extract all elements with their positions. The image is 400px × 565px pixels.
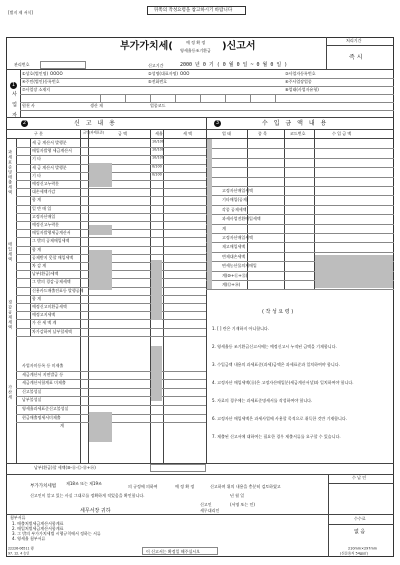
fee-label: 수수료 [354, 516, 366, 521]
penalty-row-label: 신고불성실 [22, 388, 42, 394]
s1-tax-field[interactable] [164, 148, 205, 154]
s1-row-label: 일 반 매 입 [32, 205, 52, 211]
footer-form-code: 22226-06511 행 [8, 546, 34, 551]
s1-tax-field[interactable] [164, 279, 205, 285]
s1-tax-field[interactable] [164, 156, 205, 162]
processing-period-value: 즉 시 [349, 54, 363, 61]
s2-income-field[interactable] [315, 225, 393, 232]
attachment-4: 4. 영세율 첨부서류 [12, 536, 46, 541]
s1-row-label: 합 계 [32, 295, 41, 301]
penalty-tax-field[interactable] [164, 389, 205, 396]
bo-field-label: ⑧업태(사업자유형) [285, 87, 319, 92]
bo-field-label: ④주민(법인)등록번호 [22, 79, 60, 84]
s2-row-label: 과세사업전환매입세액 [222, 216, 261, 222]
instruction-item: 5. 자료의 경우에는 과세표준명세서를 작성하여야 합니다. [212, 398, 313, 403]
cell-divider [200, 94, 201, 102]
bo-field-label: ⑥주사업장업종 [285, 79, 312, 84]
s1-amount-field[interactable] [113, 263, 149, 269]
s1-amount-field[interactable] [113, 206, 149, 212]
s2-row-label: 계 [222, 225, 226, 231]
penalty-row-label: 영세율과세표준신고불성실 [22, 406, 69, 411]
cell-divider [150, 94, 151, 102]
s1-amount-field[interactable] [113, 230, 149, 236]
s1-tax-field[interactable] [164, 271, 205, 277]
section-number-3: 3 [215, 120, 220, 126]
s1-amount-field[interactable] [113, 296, 149, 302]
s2-income-field[interactable] [315, 168, 393, 175]
s1-tax-field[interactable] [164, 296, 205, 302]
s1-tax-field[interactable] [164, 181, 205, 187]
s1-tax-field[interactable] [164, 329, 205, 335]
section-number-2: 2 [22, 120, 27, 126]
s1-row-label: 예정신고누락분 [32, 222, 60, 227]
s1-row-label: 합 계 [32, 246, 41, 252]
s2-row-label: 각종 공제세액 [222, 206, 247, 212]
s1-row-label: 가 산 세 액 계 [32, 320, 57, 326]
s2-row-label: 고정자산매입세액 [222, 235, 253, 240]
row-line [16, 336, 206, 337]
s1-tax-field[interactable] [164, 165, 205, 171]
shaded-cell [89, 225, 112, 235]
s1-amount-field[interactable] [113, 255, 149, 261]
section-number-1: 1 [11, 82, 16, 88]
s2-col-income: 수 입 금 액 [332, 131, 352, 136]
s1-row-label: 기 타 [32, 156, 41, 162]
s1-amount-field[interactable] [113, 271, 149, 277]
grand-total-label: 납부(환급)할 세액(⑩-⑪-⑫-⑬+⑭) [34, 465, 96, 470]
s1-tax-field[interactable] [164, 173, 205, 179]
s2-income-field[interactable] [315, 178, 393, 185]
s1-row-label: 신용카드매출전표등 발행공제 [32, 287, 84, 293]
bo-small-field: 업종코드 [150, 103, 166, 108]
s1-amount-field[interactable] [113, 148, 149, 154]
s2-row-label: 변제대손세액 [222, 253, 246, 259]
penalty-total-label: 계 [60, 423, 64, 429]
s1-row-label: 그 밖의 공제매입세액 [32, 238, 70, 244]
side-label-sales: 과세표준및매출세액 [8, 150, 13, 195]
shaded-cell [89, 412, 112, 442]
s2-income-field[interactable] [315, 206, 393, 213]
declaration-confirm: 신고인이 알고 있는 사실 그대로를 정확하게 적었음을 확인합니다. [30, 493, 145, 498]
section2-title: 수 입 금 액 내 용 [262, 120, 329, 127]
attachment-3: 3. 그 밖의 부가가치세법 시행규칙에서 정하는 서류 [12, 531, 101, 536]
form-title-option-2: 영세율등조기환급 [180, 48, 211, 53]
declaration-type: 예 정 확 정 [175, 484, 195, 489]
s1-amount-field[interactable] [113, 247, 149, 253]
declaration-article: 제18조 또는 제19조 [66, 481, 102, 486]
s2-row-label: 계(⑩+⑪+⑫) [222, 272, 248, 278]
s2-income-field[interactable] [315, 215, 393, 222]
declaration-statement: 신고하며 위의 내용을 충분히 검토하였고 [210, 484, 281, 489]
s1-tax-field[interactable] [164, 189, 205, 195]
penalty-row-label: 현금매출명세서미제출 [22, 414, 61, 420]
section1-title: 신 고 내 용 [74, 120, 117, 127]
s1-row-label: 기 타 [32, 172, 41, 178]
footer-paper-size: 210mm×297mm [348, 546, 378, 551]
s1-tax-field[interactable] [164, 320, 205, 326]
s1-row-label: 매입자발행세금계산서 [32, 230, 71, 236]
s1-amount-field[interactable] [113, 312, 149, 318]
s2-col-business-type: 업 태 [222, 131, 231, 136]
s2-col-item: 종 목 [258, 131, 267, 136]
s1-row-label: 차가감하여 납부할세액 [32, 328, 72, 334]
form-title-right: )신고서 [222, 41, 256, 52]
s1-tax-field[interactable] [164, 222, 205, 228]
s1-rate-value: 10/100 [152, 155, 164, 160]
s2-income-field[interactable] [315, 187, 393, 194]
s1-tax-field[interactable] [164, 312, 205, 318]
s1-amount-field[interactable] [113, 197, 149, 203]
s1-tax-field[interactable] [164, 230, 205, 236]
row-line [20, 110, 394, 111]
footer-note-box [142, 547, 218, 555]
bo-field-label: ①상호(법인명) [22, 71, 49, 76]
s1-rate-value: 0/100 [152, 171, 162, 177]
s1-amount-field[interactable] [113, 222, 149, 228]
declaration-provision: 의 규정에 의하여 [128, 484, 158, 489]
processing-period-label: 처리기간 [346, 38, 362, 43]
row-line [20, 94, 394, 95]
s1-tax-field[interactable] [164, 197, 205, 203]
s2-income-field[interactable] [315, 196, 393, 203]
bo-field-label: ⑤전화번호 [148, 79, 168, 84]
s2-row-label: 재고매입세액 [222, 244, 246, 250]
business-operator-label: 사 업 자 [11, 91, 17, 120]
s1-col-rate: 세율 [155, 131, 163, 136]
s1-amount-field[interactable] [113, 189, 149, 195]
instruction-item: 2. 영세율등 조기환급신고서에는 예정신고시 누적된 금액을 기재합니다. [212, 344, 337, 349]
form-number: [별지 제 서식] [8, 10, 33, 15]
s2-row-label: 계(⑬+⑭) [222, 282, 241, 287]
s1-rate-value: 10/100 [152, 139, 164, 144]
row-line [20, 102, 394, 103]
s2-row-label: 고정자산매입세액 [222, 188, 253, 193]
s1-tax-field[interactable] [164, 140, 205, 146]
notice-box [147, 6, 246, 15]
s2-row-label: 면세농산물의제매입 [222, 263, 257, 269]
penalty-row-label: 사업자미등록 등 미제출 [22, 363, 64, 368]
s2-income-field[interactable] [315, 140, 393, 147]
s1-tax-field[interactable] [164, 288, 205, 294]
s1-row-label: 그 밖의 경감·공제세액 [32, 279, 71, 285]
s1-amount-field[interactable] [113, 238, 149, 244]
mgmt-no-field[interactable] [40, 61, 86, 69]
s1-amount-field[interactable] [113, 279, 149, 285]
s1-row-label: 매입자발행 세금계산서 [32, 148, 72, 154]
s1-amount-field[interactable] [113, 165, 149, 171]
bo-field-label: ⑦사업장 소재지 [22, 87, 51, 92]
row-line [20, 86, 394, 87]
s1-amount-field[interactable] [113, 320, 149, 326]
row-line [206, 289, 394, 290]
s1-amount-field[interactable] [113, 173, 149, 179]
s1-tax-field[interactable] [164, 238, 205, 244]
penalty-row-label: 세금계산서합계표 미제출 [22, 380, 66, 386]
shaded-cell [207, 139, 212, 289]
s1-row-label: 세 금 계산서 발행분 [32, 164, 67, 170]
s2-col-code: 코드번호 [290, 131, 306, 136]
declarant-sign: (서명 또는 인) [230, 502, 255, 507]
instruction-item: 7. 제출된 신고서에 대하여는 필요한 경우 제출서류를 요구할 수 있습니다. [212, 434, 341, 439]
attachments-title: 첨부서류 [10, 515, 26, 520]
grand-total-field[interactable] [150, 464, 206, 472]
footer-note: 이 신고서는 확정일 해주십시오 [146, 549, 201, 554]
s1-row-label: 세 금 계산서 발행분 [32, 140, 67, 145]
s1-col-amount: 금 액 [118, 131, 127, 136]
s2-income-field[interactable] [315, 159, 393, 166]
s1-row-label: 공제받지 못할 매입세액 [32, 254, 74, 260]
form-title-option-1: 예 정 확 정 [186, 40, 206, 45]
s1-col-base: 금액(과세표준) [83, 130, 105, 135]
instruction-item: 6. 고정자산 매입세액은 과세사업에 사용할 목적으로 취득한 것만 기재합니다. [212, 416, 348, 421]
bo-small-field: 원천 사 [22, 103, 35, 108]
cell-divider [225, 94, 226, 102]
side-label-purchase: 매입세액 [8, 242, 13, 262]
shaded-cell [151, 260, 162, 320]
reporting-period-label: 신고기간 [148, 63, 164, 68]
s1-row-label: 예정신고미환급세액 [32, 304, 67, 309]
s1-col-category: 구 분 [34, 131, 43, 136]
s1-tax-field[interactable] [164, 304, 205, 310]
tax-agent-label: 세무대리인 [200, 508, 220, 513]
s1-amount-field[interactable] [113, 140, 149, 146]
footer-approval: 97. 12. 4 승인 [8, 551, 30, 556]
s1-row-label: 대손세액가감 [32, 189, 56, 195]
bo-field-label: ③사업자등록번호 [285, 71, 316, 76]
side-label-penalty: 가산세 [8, 385, 13, 400]
s1-tax-field[interactable] [164, 263, 205, 269]
s1-col-tax: 세 액 [183, 131, 192, 136]
s2-income-field[interactable] [315, 243, 393, 250]
bo-field-value[interactable]: OOOO [50, 71, 63, 76]
s1-amount-field[interactable] [113, 181, 149, 187]
s1-tax-field[interactable] [164, 214, 205, 220]
instructions-title: ( 작 성 요 령 ) [262, 309, 294, 315]
declarant-label: 신고인 [200, 502, 212, 507]
penalty-tax-field[interactable] [164, 380, 205, 387]
shaded-cell [89, 250, 112, 290]
s1-amount-field[interactable] [113, 214, 149, 220]
s1-row-label: 차 감 계 [32, 263, 47, 268]
s1-row-label: 합 계 [32, 197, 41, 203]
side-label-deduction: 경감공제세액 [8, 300, 13, 330]
s1-amount-field[interactable] [113, 304, 149, 310]
s1-row-label: 예정신고누락분 [32, 181, 60, 186]
s2-row-label: 기타매입(공제) [222, 197, 249, 203]
declaration-act: 부가가치세법 [30, 484, 57, 489]
declaration-date: 년 월 일 [230, 493, 245, 498]
s1-tax-field[interactable] [164, 206, 205, 212]
footer-paper-type: (신문용지 54g/㎡) [340, 551, 368, 556]
penalty-tax-field[interactable] [164, 406, 205, 413]
s1-tax-field[interactable] [164, 255, 205, 261]
addressee: 세무서장 귀하 [80, 508, 111, 514]
bo-field-value[interactable]: OOO [180, 71, 190, 76]
cell-divider [250, 94, 251, 102]
penalty-row-label: 납부불성실 [22, 397, 42, 403]
row-line [20, 78, 394, 79]
penalty-row-label: 세금계산서 지연발급 등 [22, 371, 64, 377]
s1-row-label: 예정고지세액 [32, 312, 56, 318]
cell-divider [275, 94, 276, 102]
receipt-label: 수 납 인 [352, 475, 367, 480]
s1-amount-field[interactable] [113, 329, 149, 335]
shaded-cell [151, 346, 162, 401]
s2-income-field[interactable] [315, 149, 393, 156]
attachment-2: 2. 매입처별세금계산서합계표 [12, 526, 64, 531]
penalty-tax-field[interactable] [164, 363, 205, 370]
s1-row-label: 고정자산매입 [32, 213, 56, 219]
bo-field-label: ②성명(대표자명) [148, 71, 178, 76]
mgmt-no-label: 관리번호 [14, 62, 30, 67]
bo-small-field: 생산 재 [90, 103, 103, 108]
instruction-item: 1. [ ] 란은 기재하지 아니합니다. [212, 326, 270, 331]
attachment-1: 1. 매출처별세금계산서합계표 [12, 521, 64, 526]
instruction-item: 3. 수입금액 내용의 과세표준(과세)금액은 과세표준과 일치하여야 합니다. [212, 362, 340, 367]
penalty-tax-field[interactable] [164, 415, 205, 422]
notice-text: 뒤쪽의 작성요령을 참고하시기 바랍니다 [154, 8, 233, 13]
shaded-cell [315, 255, 393, 288]
penalty-tax-field[interactable] [164, 397, 205, 404]
s1-row-label: 납부(환급)세액 [32, 271, 59, 277]
s1-amount-field[interactable] [113, 156, 149, 162]
s1-rate-value: 10/100 [152, 147, 164, 152]
cell-divider [100, 94, 101, 102]
form-title-left: 부가가치세( [120, 41, 173, 52]
s2-income-field[interactable] [315, 234, 393, 241]
s1-tax-field[interactable] [164, 247, 205, 253]
cell-divider [175, 94, 176, 102]
instruction-item: 4. 고정자산 매입세액(⑪)은 고정자산매입분(세금계산서상)과 일치하여야 합니다. [212, 380, 354, 385]
reporting-period-value: 2000 년 0 기 ( 0 월 0 일 ~ 0 월 0 일 ) [180, 62, 288, 68]
s1-amount-field[interactable] [113, 288, 149, 294]
s1-rate-value: 0/100 [152, 163, 162, 168]
penalty-tax-field[interactable] [164, 372, 205, 379]
shaded-cell [89, 163, 112, 187]
fee-value: 없 음 [354, 529, 366, 535]
cell-divider [125, 94, 126, 102]
